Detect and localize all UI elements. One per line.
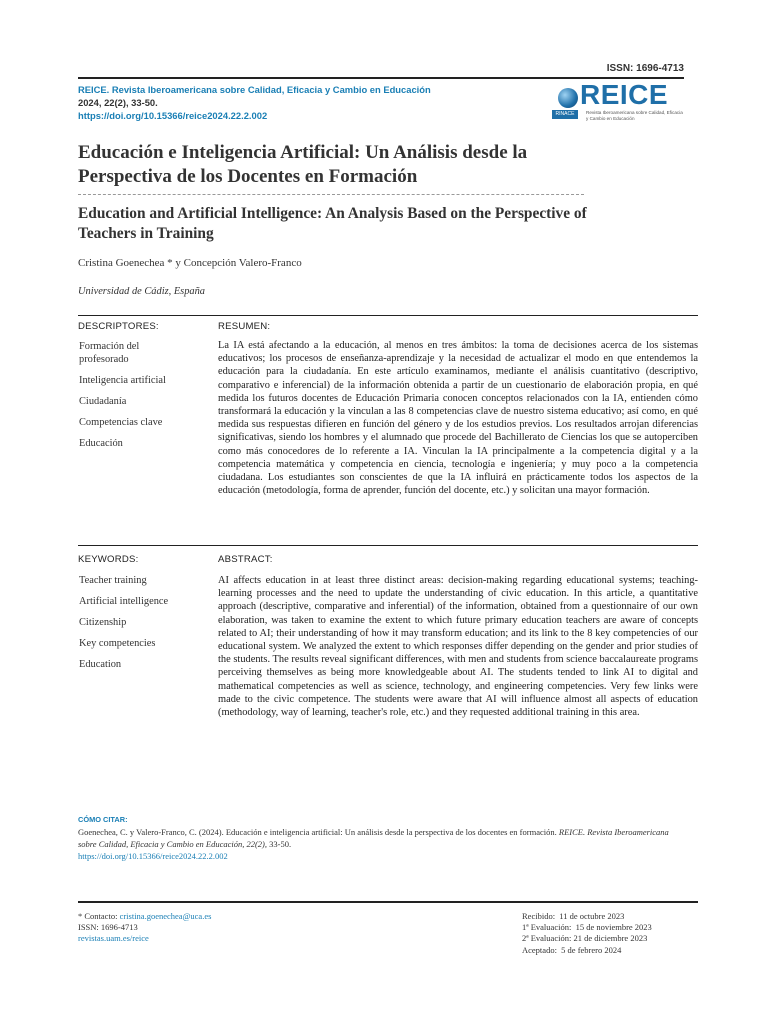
logo-band: RINACE (552, 110, 578, 119)
authors: Cristina Goenechea * y Concepción Valero-Franco (78, 257, 302, 269)
abstract-heading: ABSTRACT: (218, 554, 273, 565)
footer-rule (78, 901, 698, 903)
list-item: Competencias clave (79, 417, 163, 428)
footer-contact (78, 911, 378, 945)
logo-subtitle: Revista Iberoamericana sobre Calidad, Eficacia y Cambio en Educación (586, 110, 683, 121)
keywords-heading: KEYWORDS: (78, 554, 139, 565)
contact-email-link[interactable]: cristina.goenechea@uca.es (119, 911, 212, 921)
journal-name[interactable]: REICE. Revista Iberoamericana sobre Calidad, Eficacia y Cambio en Educación (78, 84, 431, 95)
date-received: Recibido: 11 de octubre 2023 (522, 911, 625, 921)
journal-info (78, 83, 518, 122)
reice-logo (552, 79, 684, 122)
abstract-text: AI affects education in at least three distinct areas: decision-making regarding educational systems; teaching-learning processes and the need to update the understanding of civic education. In this article, a quantitative approach (descriptive, comparative and inferential) of the information, obtained from a questionnaire of our own elaboration, was taken to examine the extent to which future primary education teachers are aware of concepts related to AI; their understanding of how it may transform education; and its link to the 8 key competencies of our educational system. We analyzed the extent to which responses differ depending on the gender and prior studies of the students. The results reveal significant differences, with men and students from science baccalaureate programs perceiving themselves as being more knowledgeable about AI. The students tended to link AI to digital and mathematical competencies as well as science, technology, and engineering competencies. Very few links were made to the civic competence. The students were aware that AI will influence almost all aspects of education (methodology, way of learning, teacher's role, etc.) and they requested additional training in this area. (218, 575, 698, 719)
descriptors-list (79, 340, 199, 458)
citation-text: Goenechea, C. y Valero-Franco, C. (2024). Educación e inteligencia artificial: Un análisis desde la perspectiva de los docentes en formación. (78, 827, 557, 837)
list-item: Artificial intelligence (79, 596, 169, 607)
descriptors-heading: DESCRIPTORES: (78, 321, 159, 332)
resumen-heading: RESUMEN: (218, 321, 271, 332)
journal-volume: 2024, 22(2), 33-50. (78, 97, 158, 108)
section-rule-es (78, 315, 698, 316)
list-item: Ciudadanía (79, 396, 127, 407)
list-item: Teacher training (79, 575, 147, 586)
title-english: Education and Artificial Intelligence: An Analysis Based on the Perspective of Teachers in Training (78, 205, 587, 242)
header-issn: ISSN: 1696-4713 (606, 63, 684, 74)
list-item: Educación (79, 438, 123, 449)
citation-heading: CÓMO CITAR: (78, 815, 128, 824)
date-eval-1: 1ª Evaluación: 15 de noviembre 2023 (522, 922, 652, 933)
section-rule-en (78, 545, 698, 546)
citation-block (78, 826, 684, 862)
list-item: Formación del profesorado (79, 341, 140, 365)
contact-label: * Contacto: (78, 911, 118, 921)
list-item: Inteligencia artificial (79, 375, 166, 386)
affiliation: Universidad de Cádiz, España (78, 286, 205, 297)
citation-journal: REICE. Revista Iberoamericana sobre Calidad, Eficacia y Cambio en Educación, 22(2), (78, 827, 669, 849)
citation-doi-link[interactable]: https://doi.org/10.15366/reice2024.22.2.002 (78, 851, 228, 861)
globe-icon (558, 88, 578, 108)
date-accepted: Aceptado: 5 de febrero 2024 (522, 944, 622, 955)
logo-wordmark: REICE (580, 79, 669, 110)
resumen-text: La IA está afectando a la educación, al menos en tres ámbitos: la toma de decisiones acerca de los sistemas educativos; los procesos de enseñanza-aprendizaje y la necesidad de actualizar el modo en que entendemos la educación para la ciudadanía. En este artículo examinamos, mediante el análisis cuantitativo (descriptivo, comparativo e inferencial) de la información obtenida a partir de un cuestionario de elaboración propia, en qué medida los futuros docentes de Educación Primaria conocen conceptos relacionados con la IA, entienden cómo transformará la educación y la vinculan a las 8 competencias clave de nuestro sistema educativo; así como, en qué medida sus respuestas difieren en función del género y de los estudios previos. Los resultados arrojan diferencias significativas, siendo los hombres y el alumnado que procede del Bachillerato de Ciencias los que se autoperciben como más conocedores de lo referente a IA. Vinculan la IA principalmente a la competencia digital y a la competencia matemática y competencia en ciencia, tecnología e ingeniería; y muy poco a la competencia ciudadana. Los estudiantes son conscientes de que la IA influirá en prácticamente todos los aspectos de la educación (metodología, forma de aprender, función del docente, etc.) y solicitan una mayor formación. (218, 340, 698, 497)
list-item: Education (79, 659, 122, 670)
list-item: Key competencies (79, 638, 156, 649)
title-divider (78, 194, 584, 195)
footer-issn: ISSN: 1696-4713 (78, 922, 138, 933)
citation-pages: 33-50. (269, 839, 292, 849)
footer-dates (522, 911, 692, 956)
title-spanish: Educación e Inteligencia Artificial: Un Análisis desde la Perspectiva de los Docentes en Formación (78, 142, 528, 187)
list-item: Citizenship (79, 617, 127, 628)
journal-site-link[interactable]: revistas.uam.es/reice (78, 933, 149, 944)
journal-doi-link[interactable]: https://doi.org/10.15366/reice2024.22.2.002 (78, 110, 268, 121)
keywords-list (79, 574, 199, 679)
date-eval-2: 2ª Evaluación: 21 de diciembre 2023 (522, 933, 648, 944)
